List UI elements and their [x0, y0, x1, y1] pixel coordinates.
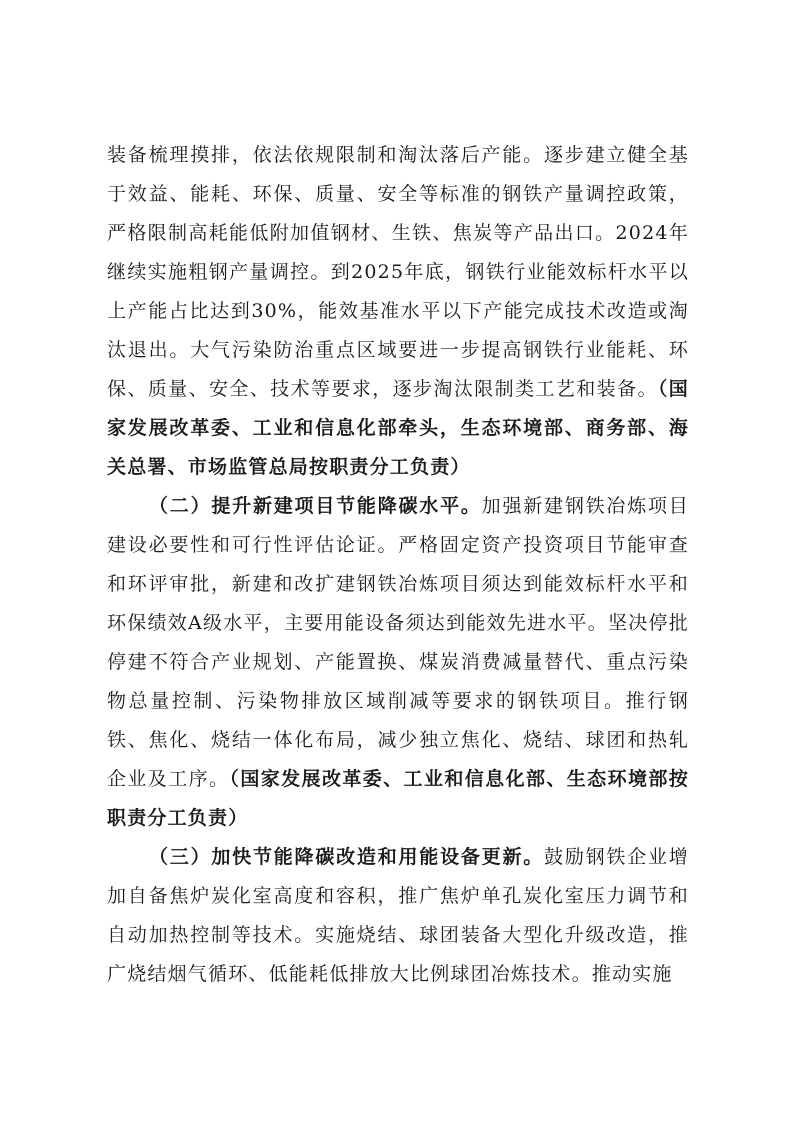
paragraph-text: 加强新建钢铁冶炼项目建设必要性和可行性评估论证。严格固定资产投资项目节能审查和环评审批，新建和改扩建钢铁冶炼项目须达到能效标杆水平和环保绩效A级水平，主要用能设备须达到能效先进水平。坚决停批停建不符合产业规划、产能置换、煤炭消费减量替代、重点污染物总量控制、污染物排放区域削减等要求的钢铁项目。推行钢铁、焦化、烧结一体化布局，减少独立焦化、烧结、球团和热轧企业及工序。 — [107, 495, 689, 790]
paragraph-section-2 — [107, 487, 689, 838]
section-heading: （二）提升新建项目节能降碳水平。 — [149, 495, 482, 517]
paragraph-section-3 — [107, 838, 689, 994]
paragraph-text: 装备梳理摸排，依法依规限制和淘汰落后产能。逐步建立健全基于效益、能耗、环保、质量、安全等标准的钢铁产量调控政策，严格限制高耗能低附加值钢材、生铁、焦炭等产品出口。2024年继续实施粗钢产量调控。到2025年底，钢铁行业能效标杆水平以上产能占比达到30%，能效基准水平以下产能完成技术改造或淘汰退出。大气污染防治重点区域要进一步提高钢铁行业能耗、环保、质量、安全、技术等要求，逐步淘汰限制类工艺和装备。 — [107, 144, 689, 400]
section-heading: （三）加快节能降碳改造和用能设备更新。 — [149, 846, 545, 868]
body-text — [107, 136, 689, 994]
responsibility-note: （国家发展改革委、工业和信息化部、生态环境部按职责分工负责） — [107, 768, 689, 829]
responsibility-note: （国家发展改革委、工业和信息化部牵头，生态环境部、商务部、海关总署、市场监管总局按职责分工负责） — [107, 378, 689, 478]
paragraph-continuation — [107, 136, 689, 487]
paragraph-text: 鼓励钢铁企业增加自备焦炉炭化室高度和容积，推广焦炉单孔炭化室压力调节和自动加热控制等技术。实施烧结、球团装备大型化升级改造，推广烧结烟气循环、低能耗低排放大比例球团冶炼技术。推动实施 — [107, 846, 689, 985]
